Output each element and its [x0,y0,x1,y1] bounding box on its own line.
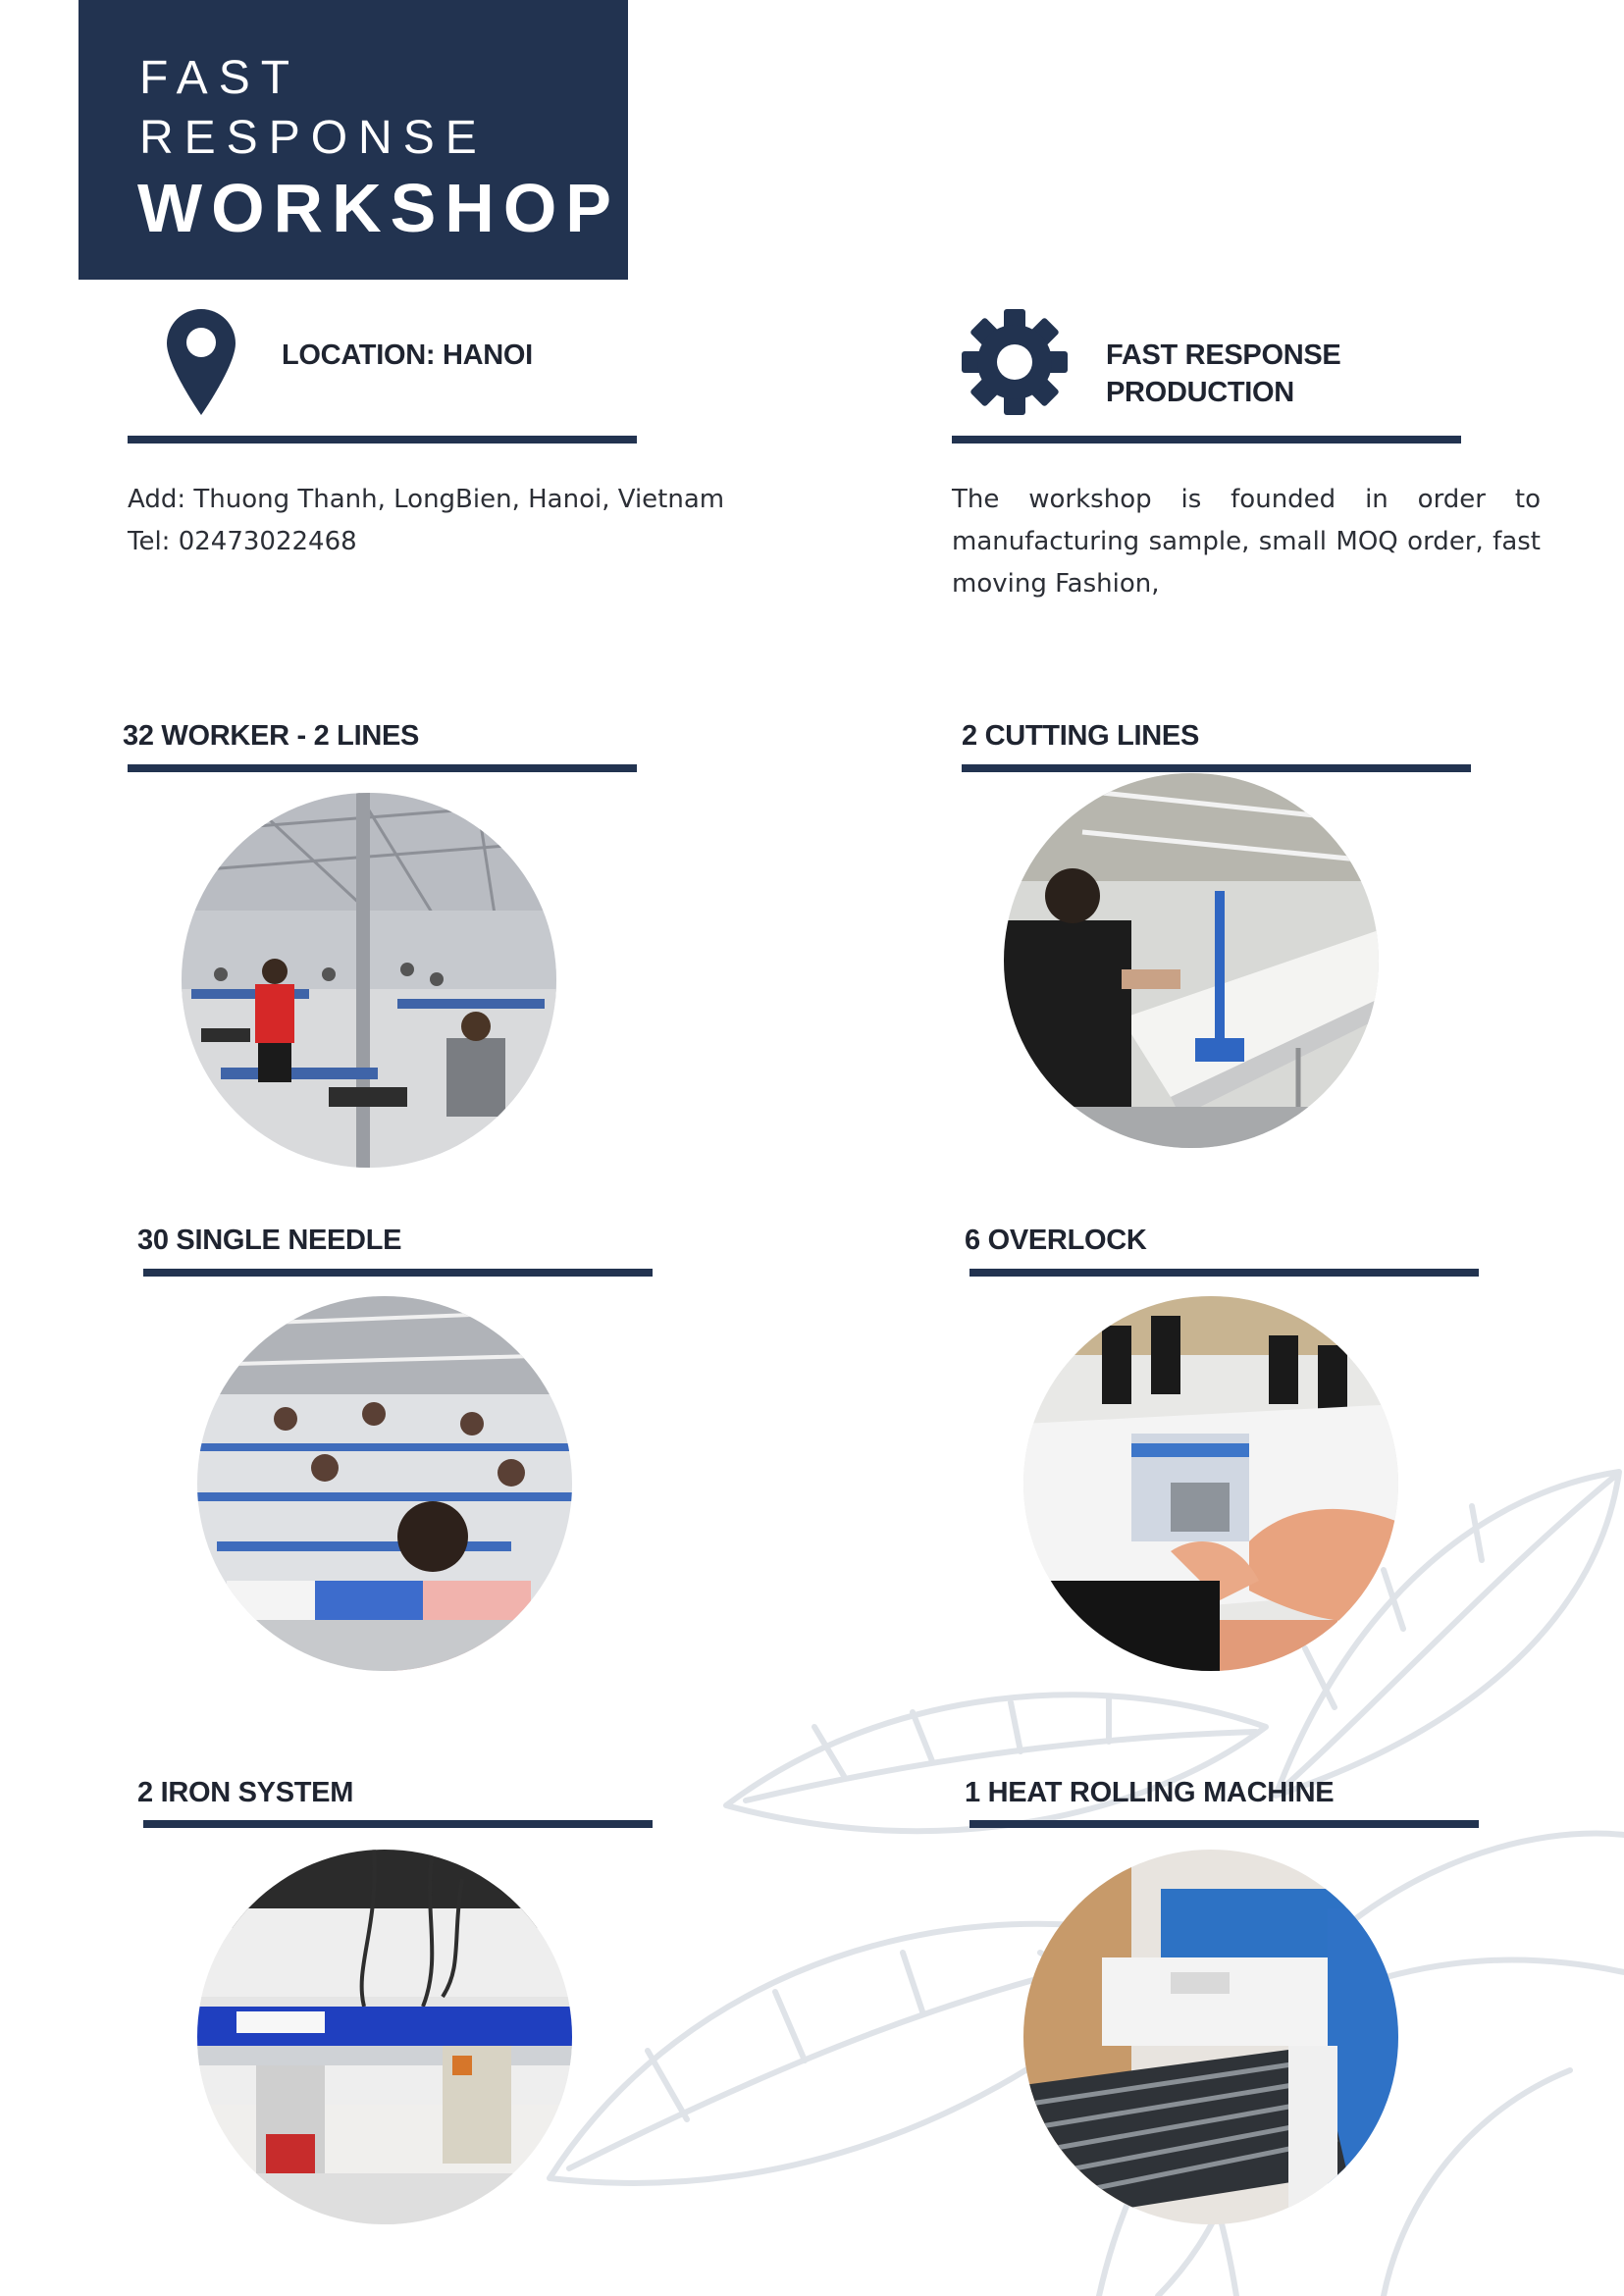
section-divider-single-needle [143,1269,653,1277]
section-divider-cutting [962,764,1471,772]
photo-heat-rolling-machine [1023,1850,1398,2224]
location-address: Add: Thuong Thanh, LongBien, Hanoi, Vietnam [128,485,725,514]
photo-iron-system [197,1850,572,2224]
title-banner [79,0,628,280]
production-divider [952,436,1461,444]
photo-sewing-floor [182,793,556,1168]
title-line-fast: FAST [139,52,301,104]
production-heading-line2: PRODUCTION [1106,377,1294,408]
section-divider-iron [143,1820,653,1828]
section-title-cutting: 2 CUTTING LINES [962,720,1200,752]
section-divider-workers [128,764,637,772]
location-heading: LOCATION: HANOI [282,339,533,371]
section-title-heat-rolling: 1 HEAT ROLLING MACHINE [965,1777,1335,1808]
section-title-single-needle: 30 SINGLE NEEDLE [137,1225,402,1256]
title-line-workshop: WORKSHOP [137,170,620,246]
section-title-workers: 32 WORKER - 2 LINES [123,720,420,752]
production-description: The workshop is founded in order to manufacturing sample, small MOQ order, fast moving Fashion, [952,485,1541,599]
production-heading-line1: FAST RESPONSE [1106,339,1341,371]
section-title-iron: 2 IRON SYSTEM [137,1777,354,1808]
photo-overlock [1023,1296,1398,1671]
photo-cutting-table [1004,773,1379,1148]
location-divider [128,436,637,444]
section-divider-overlock [969,1269,1479,1277]
photo-single-needle [197,1296,572,1671]
section-title-overlock: 6 OVERLOCK [965,1225,1147,1256]
section-divider-heat-rolling [969,1820,1479,1828]
title-line-response: RESPONSE [139,112,488,164]
map-pin-icon [167,309,236,415]
gear-icon [962,309,1068,415]
location-tel: Tel: 02473022468 [128,527,357,556]
